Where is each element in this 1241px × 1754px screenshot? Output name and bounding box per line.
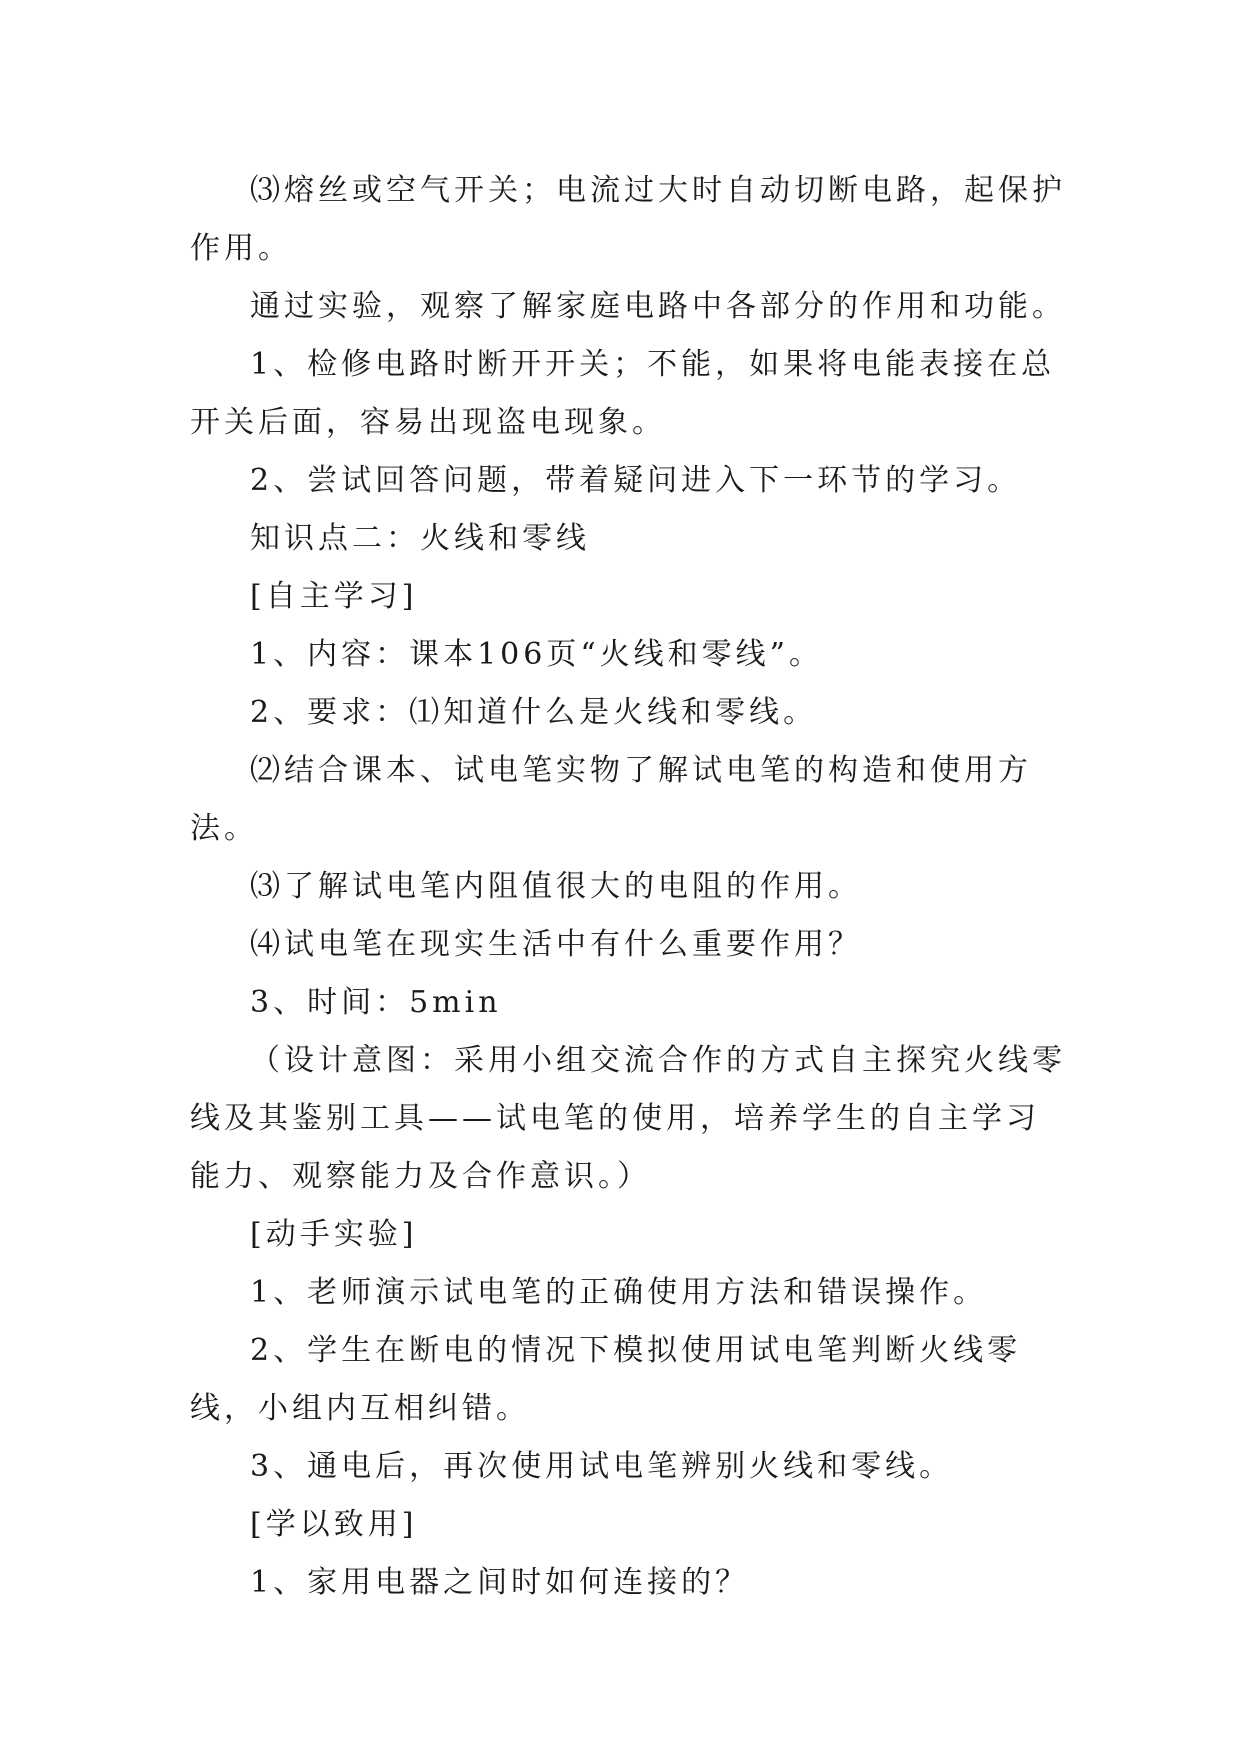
subsection-heading: [学以致用] <box>250 1507 418 1542</box>
paragraph: 1、内容：课本106页“火线和零线”。 <box>250 637 824 672</box>
paragraph: ⑷试电笔在现实生活中有什么重要作用？ <box>250 927 862 962</box>
paragraph: 1、家用电器之间时如何连接的？ <box>250 1565 750 1600</box>
subsection-heading: [动手实验] <box>250 1217 418 1252</box>
paragraph: ⑶了解试电笔内阻值很大的电阻的作用。 <box>250 869 862 904</box>
paragraph: ⑶熔丝或空气开关；电流过大时自动切断电路，起保护作用。 <box>190 173 1066 266</box>
paragraph: 2、尝试回答问题，带着疑问进入下一环节的学习。 <box>250 463 1022 498</box>
paragraph: 1、检修电路时断开开关；不能，如果将电能表接在总开关后面，容易出现盗电现象。 <box>190 347 1056 440</box>
paragraph: ⑵结合课本、试电笔实物了解试电笔的构造和使用方法。 <box>190 753 1032 846</box>
paragraph: 2、学生在断电的情况下模拟使用试电笔判断火线零线，小组内互相纠错。 <box>190 1333 1022 1426</box>
document-body <box>190 162 1070 1612</box>
section-heading: 知识点二：火线和零线 <box>250 521 590 556</box>
design-intent-note: （设计意图：采用小组交流合作的方式自主探究火线零线及其鉴别工具——试电笔的使用，培养学生的自主学习能力、观察能力及合作意识。） <box>190 1043 1066 1194</box>
paragraph: 3、通电后，再次使用试电笔辨别火线和零线。 <box>250 1449 954 1484</box>
paragraph: 1、老师演示试电笔的正确使用方法和错误操作。 <box>250 1275 988 1310</box>
subsection-heading: [自主学习] <box>250 579 418 614</box>
paragraph: 通过实验，观察了解家庭电路中各部分的作用和功能。 <box>250 289 1066 324</box>
paragraph: 3、时间：5min <box>250 985 502 1020</box>
paragraph: 2、要求：⑴知道什么是火线和零线。 <box>250 695 818 730</box>
